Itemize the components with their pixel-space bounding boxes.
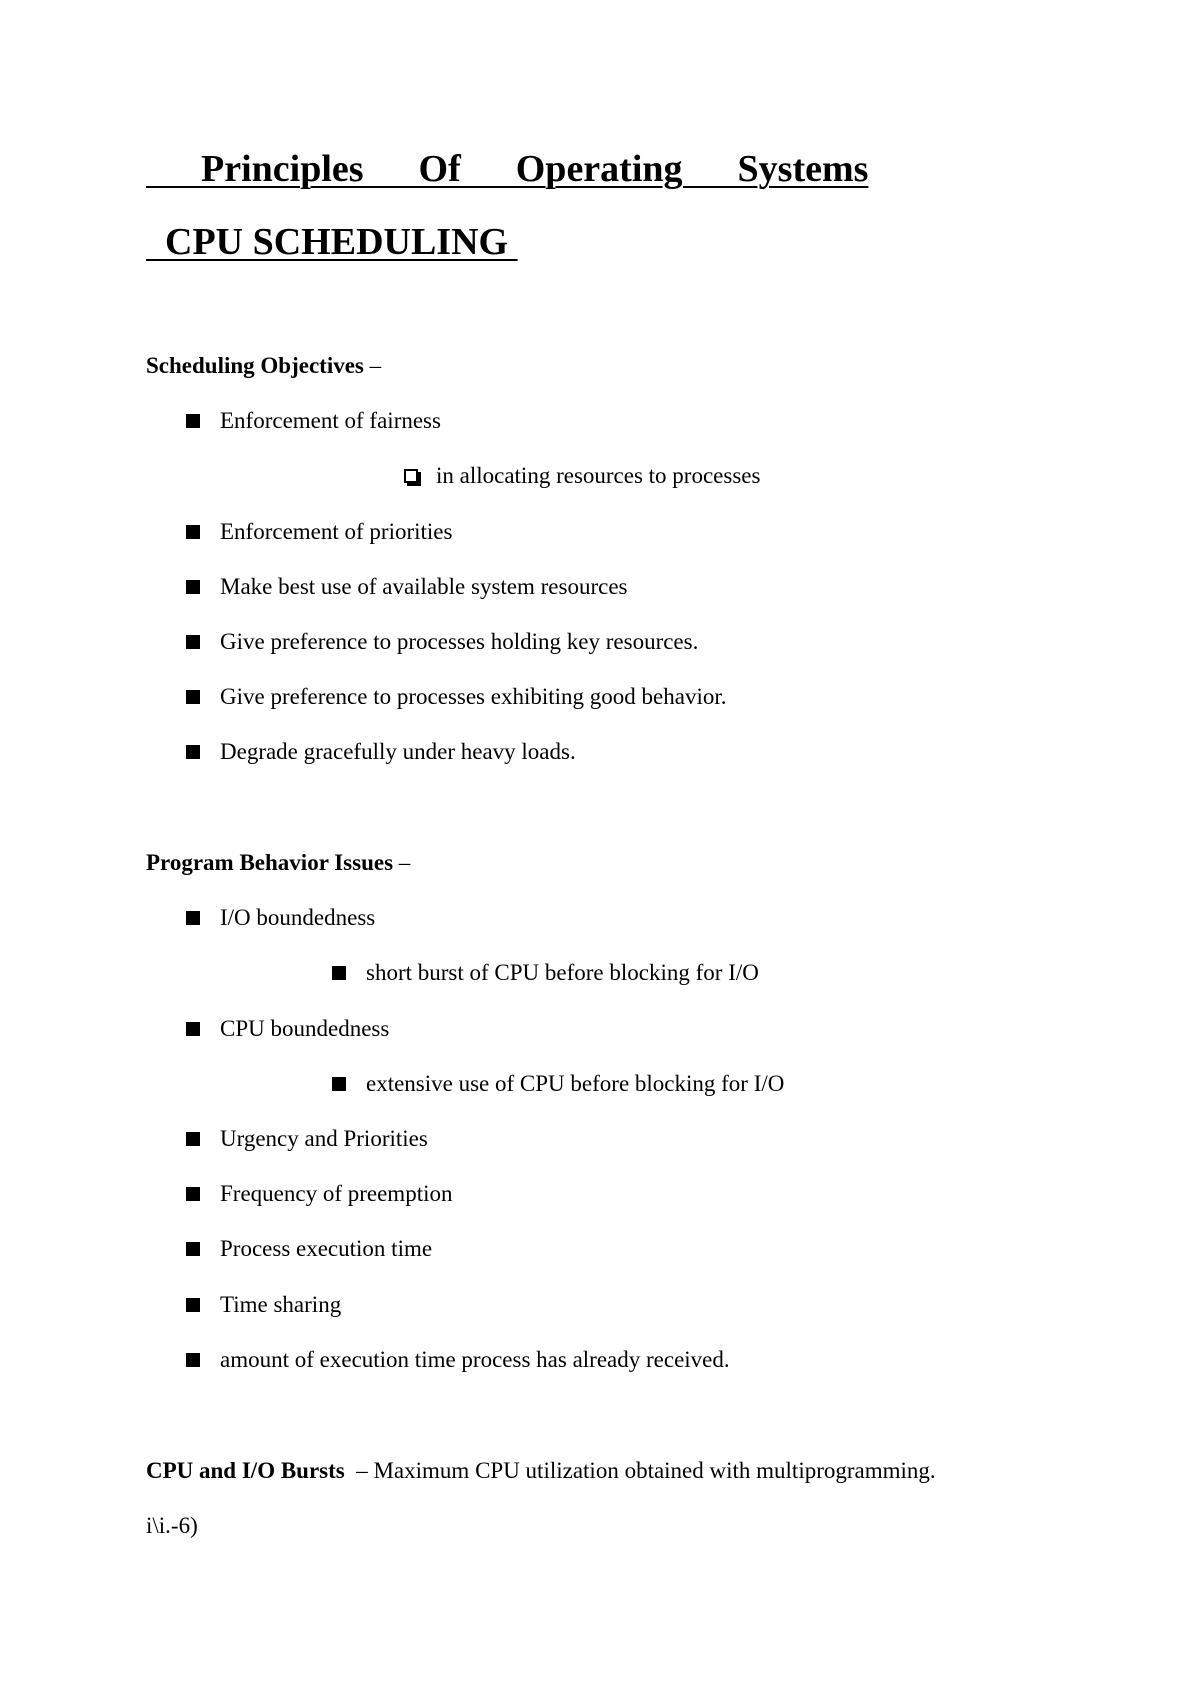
square-bullet-icon: [186, 911, 200, 925]
list-item-text: Time sharing: [220, 1292, 342, 1317]
list-item-text: in allocating resources to processes: [436, 463, 761, 488]
list-item: [186, 1017, 389, 1040]
document-title: Principles Of Operating Systems: [146, 148, 869, 190]
section-heading-dash: –: [393, 850, 411, 875]
list-item-text: Make best use of available system resources: [220, 574, 628, 599]
hollow-square-bullet-icon: [404, 469, 418, 483]
square-bullet-icon: [186, 1242, 200, 1256]
list-item: [186, 1348, 730, 1371]
list-item-text: CPU boundedness: [220, 1016, 390, 1041]
list-item-text: Give preference to processes exhibiting good behavior.: [220, 684, 727, 709]
sub-list-item: [332, 1072, 784, 1095]
list-item-text: Enforcement of fairness: [220, 408, 441, 433]
square-bullet-icon: [186, 1187, 200, 1201]
square-bullet-icon: [186, 580, 200, 594]
list-item: [186, 1127, 428, 1150]
square-bullet-icon: [186, 1132, 200, 1146]
square-bullet-icon: [186, 1353, 200, 1367]
section-body-text: – Maximum CPU utilization obtained with multiprogramming.: [344, 1458, 936, 1483]
section-heading-program-behavior-issues: [146, 851, 410, 874]
section-heading-text: CPU and I/O Bursts: [146, 1458, 345, 1483]
footer-note: i\i.-6): [146, 1513, 198, 1538]
list-item: [186, 409, 441, 432]
list-item-text: Urgency and Priorities: [220, 1126, 428, 1151]
square-bullet-icon: [186, 745, 200, 759]
list-item: [186, 1182, 452, 1205]
section-heading-cpu-io-bursts: [146, 1459, 936, 1482]
square-bullet-icon: [186, 1022, 200, 1036]
square-bullet-icon: [332, 1077, 346, 1091]
list-item: [186, 1237, 432, 1260]
list-item: [186, 1293, 341, 1316]
section-heading-scheduling-objectives: [146, 354, 381, 377]
list-item-text: short burst of CPU before blocking for I/O: [366, 960, 759, 985]
section-heading-text: Scheduling Objectives: [146, 353, 364, 378]
list-item: [186, 575, 627, 598]
square-bullet-icon: [186, 690, 200, 704]
list-item: [186, 740, 576, 763]
list-item: [186, 630, 698, 653]
list-item: [186, 520, 452, 543]
square-bullet-icon: [186, 414, 200, 428]
list-item: [186, 685, 726, 708]
section-heading-text: Program Behavior Issues: [146, 850, 394, 875]
list-item-text: I/O boundedness: [220, 905, 376, 930]
list-item-text: Process execution time: [220, 1236, 433, 1261]
list-item-text: amount of execution time process has already received.: [220, 1347, 730, 1372]
list-item-text: Frequency of preemption: [220, 1181, 453, 1206]
list-item: [186, 906, 375, 929]
square-bullet-icon: [186, 525, 200, 539]
sub-list-item: [404, 464, 760, 487]
list-item-text: Degrade gracefully under heavy loads.: [220, 739, 576, 764]
square-bullet-icon: [332, 966, 346, 980]
sub-list-item: [332, 961, 759, 984]
list-item-text: Enforcement of priorities: [220, 519, 453, 544]
square-bullet-icon: [186, 1298, 200, 1312]
square-bullet-icon: [186, 635, 200, 649]
list-item-text: Give preference to processes holding key resources.: [220, 629, 699, 654]
section-heading-dash: –: [363, 353, 382, 378]
list-item-text: extensive use of CPU before blocking for I/O: [366, 1071, 785, 1096]
document-subtitle: CPU SCHEDULING: [146, 221, 518, 263]
